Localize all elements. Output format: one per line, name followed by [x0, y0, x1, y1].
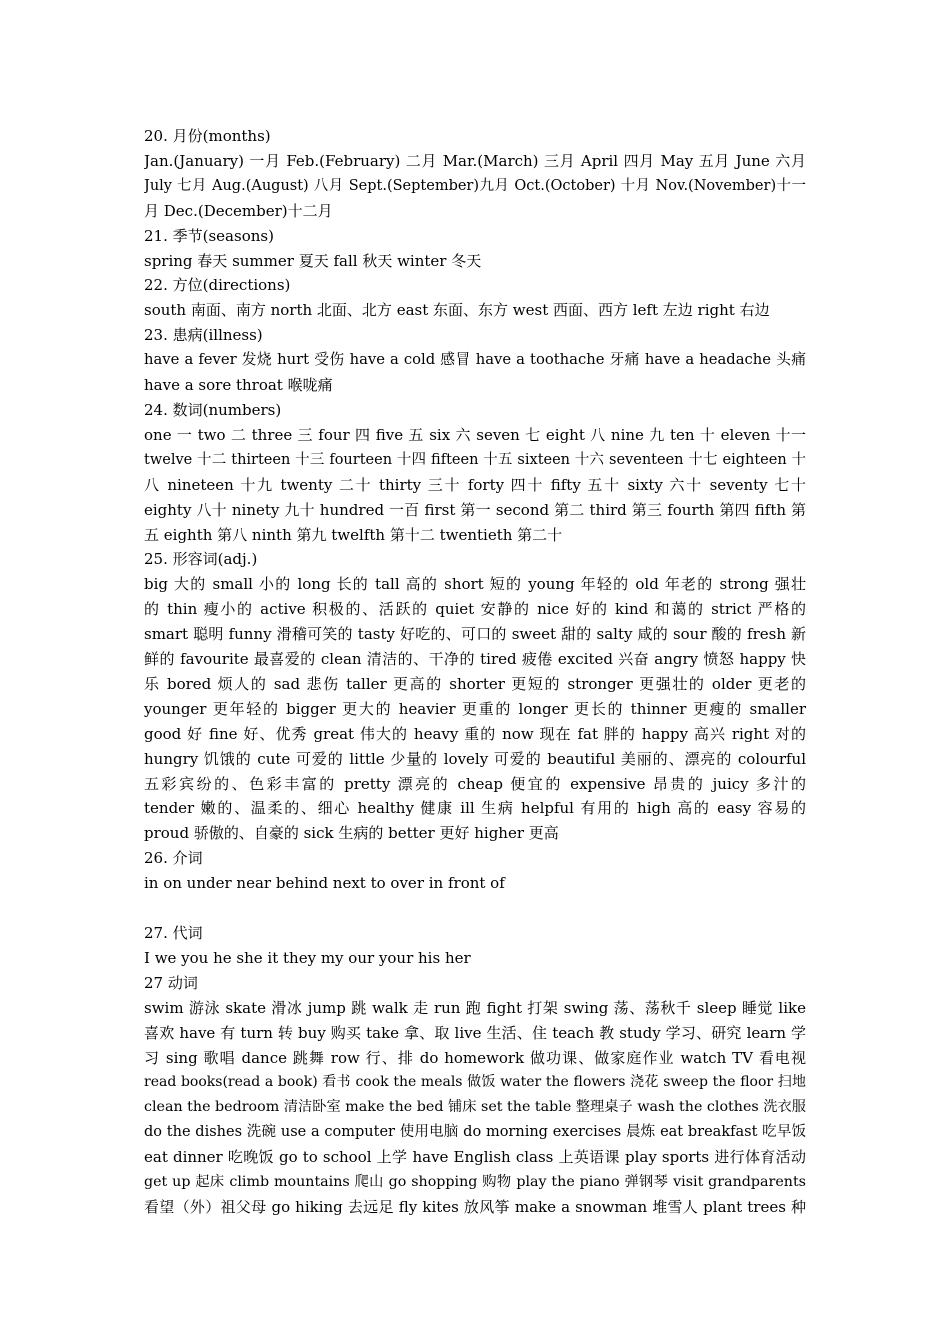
section-body — [144, 149, 806, 224]
text-line: twelve 十二 thirteen 十三 fourteen 十四 fifteen 十五 sixteen 十六 seventeen 十七 eighteen 十 — [144, 451, 806, 468]
text-line: big 大的 small 小的 long 长的 tall 高的 short 短的 young 年轻的 old 年老的 strong 强壮 — [144, 575, 806, 594]
section-title: 26. 介词 — [144, 849, 203, 868]
section-body — [144, 871, 806, 896]
section-body — [144, 996, 806, 1220]
section-body — [144, 298, 806, 323]
text-line: 的 thin 瘦小的 active 积极的、活跃的 quiet 安静的 nice 好的 kind 和蔼的 strict 严格的 — [144, 600, 806, 619]
text-line: swim 游泳 skate 滑冰 jump 跳 walk 走 run 跑 fight 打架 swing 荡、荡秋千 sleep 睡觉 like — [144, 998, 806, 1017]
text-line: 鲜的 favourite 最喜爱的 clean 清洁的、干净的 tired 疲倦 excited 兴奋 angry 愤怒 happy 快 — [144, 650, 806, 669]
text-line: Jan.(January) 一月 Feb.(February) 二月 Mar.(March) 三月 April 四月 May 五月 June 六月 — [144, 151, 806, 170]
text-line: I we you he she it they my our your his her — [144, 948, 471, 967]
section-title: 22. 方位(directions) — [144, 276, 291, 295]
section-adjectives — [144, 547, 806, 846]
section-months — [144, 124, 806, 224]
section-title: 27. 代词 — [144, 923, 203, 942]
text-line: south 南面、南方 north 北面、北方 east 东面、东方 west 西面、西方 left 左边 right 右边 — [144, 301, 770, 320]
text-line: spring 春天 summer 夏天 fall 秋天 winter 冬天 — [144, 251, 482, 270]
blank-line — [144, 896, 806, 921]
section-body — [144, 572, 806, 846]
text-line: 五 eighth 第八 ninth 第九 twelfth 第十二 twentieth 第二十 — [144, 525, 563, 544]
section-pronouns — [144, 921, 806, 971]
text-line: younger 更年轻的 bigger 更大的 heavier 更重的 longer 更长的 thinner 更瘦的 smaller — [144, 699, 806, 718]
text-line: have a fever 发烧 hurt 受伤 have a cold 感冒 have a toothache 牙痛 have a headache 头痛 — [144, 351, 806, 369]
section-title: 25. 形容词(adj.) — [144, 550, 258, 569]
text-line: 月 Dec.(December)十二月 — [144, 201, 333, 220]
document-page — [144, 124, 806, 1220]
section-prepositions — [144, 846, 806, 896]
section-illness — [144, 323, 806, 398]
text-line: smart 聪明 funny 滑稽可笑的 tasty 好吃的、可口的 sweet 甜的 salty 咸的 sour 酸的 fresh 新 — [144, 625, 806, 644]
text-line: eighty 八十 ninety 九十 hundred 一百 first 第一 second 第二 third 第三 fourth 第四 fifth 第 — [144, 500, 806, 519]
section-title: 21. 季节(seasons) — [144, 226, 274, 245]
section-body — [144, 348, 806, 398]
text-line: good 好 fine 好、优秀 great 伟大的 heavy 重的 now 现在 fat 胖的 happy 高兴 right 对的 — [144, 724, 806, 743]
text-line: clean the bedroom 清洁卧室 make the bed 铺床 set the table 整理桌子 wash the clothes 洗衣服 — [144, 1099, 806, 1116]
text-line: get up 起床 climb mountains 爬山 go shopping 购物 play the piano 弹钢琴 visit grandparents — [144, 1174, 806, 1191]
text-line: one 一 two 二 three 三 four 四 five 五 six 六 seven 七 eight 八 nine 九 ten 十 eleven 十一 — [144, 425, 806, 444]
section-body — [144, 423, 806, 548]
section-verbs — [144, 971, 806, 1220]
text-line: 看望（外）祖父母 go hiking 去远足 fly kites 放风筝 make a snowman 堆雪人 plant trees 种 — [144, 1197, 806, 1216]
text-line: eat dinner 吃晚饭 go to school 上学 have English class 上英语课 play sports 进行体育活动 — [144, 1148, 806, 1167]
text-line: have a sore throat 喉咙痛 — [144, 376, 333, 395]
text-line: 乐 bored 烦人的 sad 悲伤 taller 更高的 shorter 更短的 stronger 更强壮的 older 更老的 — [144, 674, 806, 693]
text-line: 八 nineteen 十九 twenty 二十 thirty 三十 forty 四十 fifty 五十 sixty 六十 seventy 七十 — [144, 475, 806, 494]
section-title: 20. 月份(months) — [144, 127, 271, 145]
text-line: proud 骄傲的、自豪的 sick 生病的 better 更好 higher 更高 — [144, 824, 559, 843]
section-seasons — [144, 224, 806, 274]
text-line: 喜欢 have 有 turn 转 buy 购买 take 拿、取 live 生活、住 teach 教 study 学习、研究 learn 学 — [144, 1023, 806, 1042]
section-title: 27 动词 — [144, 973, 198, 992]
text-line: July 七月 Aug.(August) 八月 Sept.(September)九月 Oct.(October) 十月 Nov.(November)十一 — [144, 177, 806, 194]
text-line: 习 sing 歌唱 dance 跳舞 row 行、排 do homework 做功课、做家庭作业 watch TV 看电视 — [144, 1048, 806, 1067]
section-body — [144, 946, 806, 971]
text-line: in on under near behind next to over in front of — [144, 874, 505, 893]
section-numbers — [144, 398, 806, 547]
text-line: hungry 饥饿的 cute 可爱的 little 少量的 lovely 可爱的 beautiful 美丽的、漂亮的 colourful — [144, 749, 806, 768]
text-line: read books(read a book) 看书 cook the meals 做饭 water the flowers 浇花 sweep the floor 扫地 — [144, 1074, 806, 1091]
text-line: do the dishes 洗碗 use a computer 使用电脑 do morning exercises 晨炼 eat breakfast 吃早饭 — [144, 1124, 806, 1141]
text-line: 五彩宾纷的、色彩丰富的 pretty 漂亮的 cheap 便宜的 expensive 昂贵的 juicy 多汁的 — [144, 774, 806, 793]
section-body — [144, 249, 806, 274]
section-title: 24. 数词(numbers) — [144, 400, 282, 419]
text-line: tender 嫩的、温柔的、细心 healthy 健康 ill 生病 helpful 有用的 high 高的 easy 容易的 — [144, 799, 806, 818]
section-title: 23. 患病(illness) — [144, 326, 263, 345]
section-directions — [144, 273, 806, 323]
